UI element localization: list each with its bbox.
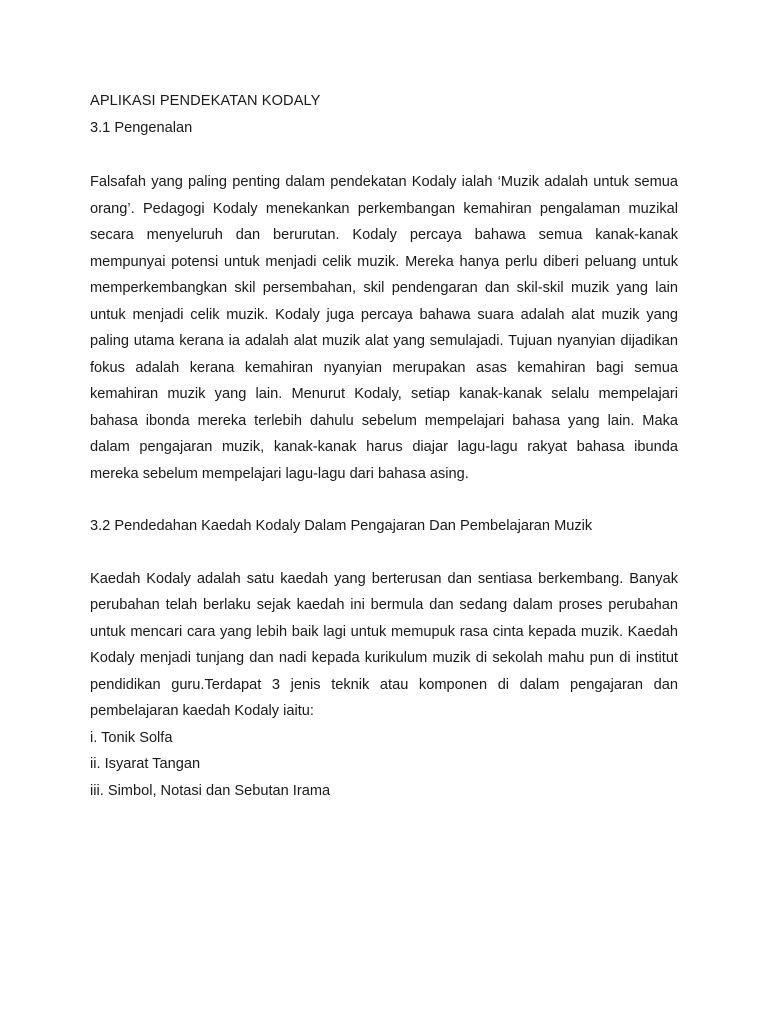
section-1-paragraph: Falsafah yang paling penting dalam pendekatan Kodaly ialah ‘Muzik adalah untuk semua orang’. Pedagogi Kodaly menekankan perkembangan kemahiran pengalaman muzikal secara menyeluruh dan berurutan. Kodaly percaya bahawa semua kanak-kanak mempunyai potensi untuk menjadi celik muzik. Mereka hanya perlu diberi peluang untuk memperkembangkan skil persembahan, skil pendengaran dan skil-skil muzik yang lain untuk menjadi celik muzik. Kodaly juga percaya bahawa suara adalah alat muzik yang paling utama kerana ia adalah alat muzik alat yang semulajadi. Tujuan nyanyian dijadikan fokus adalah kerana kemahiran nyanyian merupakan asas kemahiran bagi semua kemahiran muzik yang lain. Menurut Kodaly, setiap kanak-kanak selalu mempelajari bahasa ibonda mereka terlebih dahulu sebelum mempelajari bahasa yang lain. Maka dalam pengajaran muzik, kanak-kanak harus diajar lagu-lagu rakyat bahasa ibunda mereka sebelum mempelajari lagu-lagu dari bahasa asing. bbox=[90, 174, 678, 482]
spacer bbox=[90, 487, 678, 513]
document-content bbox=[90, 88, 678, 804]
section-2-paragraph: Kaedah Kodaly adalah satu kaedah yang berterusan dan sentiasa berkembang. Banyak perubahan telah berlaku sejak kaedah ini bermula dan sedang dalam proses perubahan untuk mencari cara yang lebih baik lagi untuk memupuk rasa cinta kepada muzik. Kaedah Kodaly menjadi tunjang dan nadi kepada kurikulum muzik di sekolah mahu pun di institut pendidikan guru.Terdapat 3 jenis teknik atau komponen di dalam pengajaran dan pembelajaran kaedah Kodaly iaitu: bbox=[90, 570, 678, 719]
section-1-heading: 3.1 Pengenalan bbox=[90, 119, 193, 136]
component-list bbox=[90, 725, 678, 805]
document-title: APLIKASI PENDEKATAN KODALY bbox=[90, 93, 321, 109]
list-item: iii. Simbol, Notasi dan Sebutan Irama bbox=[90, 782, 331, 799]
spacer bbox=[90, 540, 678, 566]
list-item: ii. Isyarat Tangan bbox=[90, 756, 201, 772]
spacer bbox=[90, 141, 678, 169]
list-item: i. Tonik Solfa bbox=[90, 729, 173, 746]
section-2-heading: 3.2 Pendedahan Kaedah Kodaly Dalam Pengajaran Dan Pembelajaran Muzik bbox=[90, 518, 593, 534]
